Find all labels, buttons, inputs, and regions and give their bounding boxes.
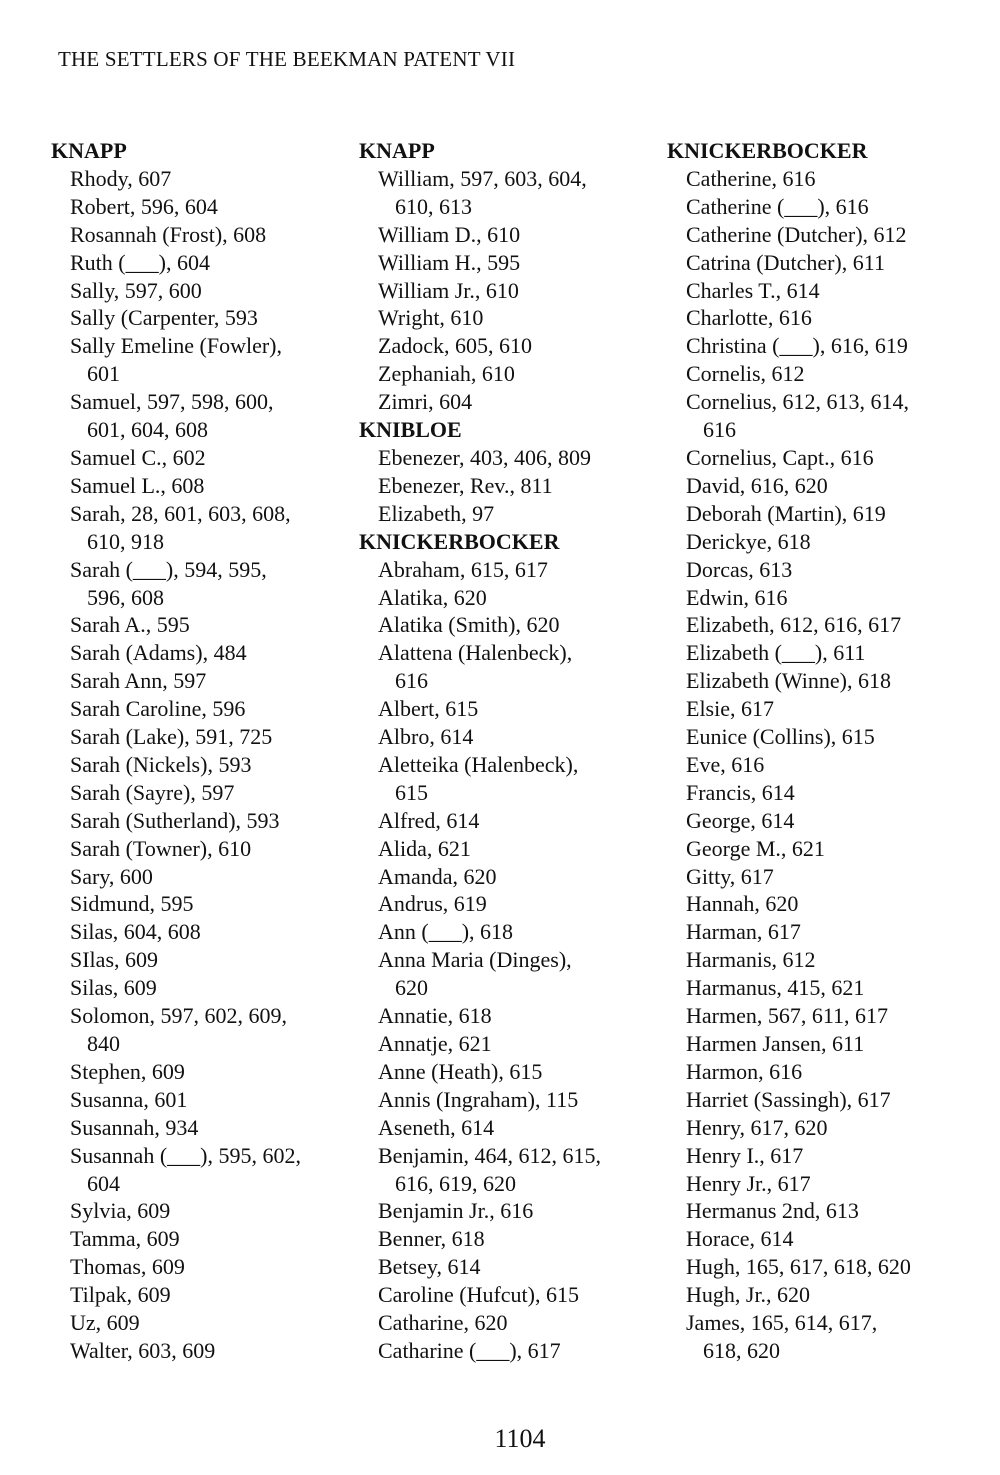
index-entry: Tamma, 609 bbox=[70, 1226, 180, 1252]
index-entry: Sarah (Sutherland), 593 bbox=[70, 807, 280, 833]
index-entry: Andrus, 619 bbox=[378, 891, 487, 917]
index-entry: Sarah (Adams), 484 bbox=[70, 640, 247, 666]
page-number: 1104 bbox=[494, 1424, 546, 1453]
index-entry-continuation: 601 bbox=[87, 361, 120, 387]
index-entry: Sarah (Lake), 591, 725 bbox=[70, 724, 273, 750]
index-entry: Silas, 609 bbox=[70, 975, 157, 1001]
index-entry: Henry, 617, 620 bbox=[686, 1114, 828, 1140]
index-entry: Derickye, 618 bbox=[686, 528, 811, 554]
index-entry: Susannah (___), 595, 602, bbox=[70, 1142, 301, 1168]
index-entry: Samuel L., 608 bbox=[70, 472, 205, 498]
index-entry: Anna Maria (Dinges), bbox=[378, 947, 572, 973]
index-entry: George, 614 bbox=[686, 807, 795, 833]
index-entry: Betsey, 614 bbox=[378, 1254, 481, 1280]
index-entry: Abraham, 615, 617 bbox=[378, 556, 548, 582]
index-entry: Ebenezer, Rev., 811 bbox=[378, 472, 553, 498]
index-entry: Annis (Ingraham), 115 bbox=[378, 1086, 579, 1112]
index-entry: Henry I., 617 bbox=[686, 1142, 804, 1168]
index-entry: Sarah Caroline, 596 bbox=[70, 696, 246, 722]
index-entry: Sidmund, 595 bbox=[70, 891, 194, 917]
index-entry: Amanda, 620 bbox=[378, 863, 497, 889]
surname-heading: KNAPP bbox=[51, 138, 127, 163]
index-entry-continuation: 618, 620 bbox=[703, 1337, 780, 1363]
index-entry-continuation: 616 bbox=[395, 668, 428, 694]
index-entry: Cornelius, Capt., 616 bbox=[686, 444, 874, 470]
index-entry: Catherine, 616 bbox=[686, 165, 816, 191]
index-entry: Rosannah (Frost), 608 bbox=[70, 221, 267, 247]
index-entry: Sarah Ann, 597 bbox=[70, 668, 207, 694]
index-entry-continuation: 610, 918 bbox=[87, 528, 164, 554]
index-entry: Annatje, 621 bbox=[378, 1031, 492, 1056]
index-entry: Alattena (Halenbeck), bbox=[378, 640, 573, 666]
index-entry: Ruth (___), 604 bbox=[70, 249, 210, 275]
index-entry: Solomon, 597, 602, 609, bbox=[70, 1003, 287, 1029]
index-entry: William D., 610 bbox=[378, 221, 521, 247]
index-entry: Harman, 617 bbox=[686, 919, 801, 945]
running-header: THE SETTLERS OF THE BEEKMAN PATENT VII bbox=[58, 47, 516, 71]
index-entry: Benjamin, 464, 612, 615, bbox=[378, 1142, 602, 1168]
index-entry: Walter, 603, 609 bbox=[70, 1337, 216, 1363]
index-entry: Harmanus, 415, 621 bbox=[686, 975, 865, 1001]
index-entry-continuation: 596, 608 bbox=[87, 584, 164, 610]
index-entry: Harmen, 567, 611, 617 bbox=[686, 1003, 889, 1029]
index-entry: Catherine (___), 616 bbox=[686, 193, 869, 219]
index-entry: Harmanis, 612 bbox=[686, 947, 816, 973]
index-column-1 bbox=[51, 137, 351, 1365]
index-entry: Anne (Heath), 615 bbox=[378, 1058, 543, 1084]
index-column-3 bbox=[667, 137, 967, 1365]
index-entry: Harmen Jansen, 611 bbox=[686, 1031, 865, 1056]
index-entry: Sarah (Towner), 610 bbox=[70, 835, 252, 861]
index-entry: Catharine, 620 bbox=[378, 1310, 508, 1336]
index-column-2 bbox=[359, 137, 659, 1365]
index-entry: Wright, 610 bbox=[378, 305, 484, 331]
index-entry: Alfred, 614 bbox=[378, 807, 480, 833]
index-entry-continuation: 616 bbox=[703, 417, 736, 443]
index-entry: Horace, 614 bbox=[686, 1226, 794, 1252]
surname-heading: KNAPP bbox=[359, 138, 435, 163]
index-entry: Hermanus 2nd, 613 bbox=[686, 1198, 859, 1224]
index-entry: Robert, 596, 604 bbox=[70, 193, 218, 219]
index-entry: Charles T., 614 bbox=[686, 277, 820, 303]
index-entry: Sally (Carpenter, 593 bbox=[70, 305, 258, 331]
index-entry: Harmon, 616 bbox=[686, 1058, 803, 1084]
index-entry: Catharine (___), 617 bbox=[378, 1337, 561, 1363]
index-entry: Hugh, 165, 617, 618, 620 bbox=[686, 1254, 911, 1280]
index-entry: William H., 595 bbox=[378, 249, 521, 275]
index-entry: Elizabeth (Winne), 618 bbox=[686, 668, 891, 694]
index-entry: Aletteika (Halenbeck), bbox=[378, 751, 579, 777]
index-entry: Elizabeth, 612, 616, 617 bbox=[686, 612, 902, 638]
index-entry: Sally Emeline (Fowler), bbox=[70, 333, 283, 359]
surname-heading: KNIBLOE bbox=[359, 417, 462, 443]
index-entry-continuation: 840 bbox=[87, 1031, 120, 1056]
index-entry-continuation: 620 bbox=[395, 975, 428, 1001]
index-entry: Sary, 600 bbox=[70, 863, 153, 889]
index-entry-continuation: 604 bbox=[87, 1170, 120, 1196]
index-entry: SIlas, 609 bbox=[70, 947, 158, 973]
index-entry: Sarah (Nickels), 593 bbox=[70, 751, 252, 777]
index-entry: Benner, 618 bbox=[378, 1226, 485, 1252]
index-entry: Stephen, 609 bbox=[70, 1058, 185, 1084]
index-entry: William, 597, 603, 604, bbox=[378, 165, 587, 191]
index-entry: Alida, 621 bbox=[378, 835, 471, 861]
index-entry: Sarah A., 595 bbox=[70, 612, 190, 638]
index-entry: Elizabeth (___), 611 bbox=[686, 640, 866, 666]
index-entry: Francis, 614 bbox=[686, 779, 795, 805]
index-entry: Deborah (Martin), 619 bbox=[686, 500, 886, 526]
index-entry: Samuel C., 602 bbox=[70, 444, 206, 470]
index-entry: Harriet (Sassingh), 617 bbox=[686, 1086, 891, 1112]
index-entry: Catrina (Dutcher), 611 bbox=[686, 249, 885, 275]
index-entry: Zadock, 605, 610 bbox=[378, 333, 532, 359]
index-entry: Cornelis, 612 bbox=[686, 361, 805, 387]
index-entry: Tilpak, 609 bbox=[70, 1282, 171, 1308]
index-entry: Albert, 615 bbox=[378, 696, 479, 722]
index-entry: Zimri, 604 bbox=[378, 389, 473, 415]
index-entry: Thomas, 609 bbox=[70, 1254, 185, 1280]
index-entry: Sarah, 28, 601, 603, 608, bbox=[70, 500, 291, 526]
index-entry: Sylvia, 609 bbox=[70, 1198, 171, 1224]
index-entry: Hugh, Jr., 620 bbox=[686, 1282, 811, 1308]
index-entry: Eunice (Collins), 615 bbox=[686, 724, 875, 750]
index-entry: Gitty, 617 bbox=[686, 863, 774, 889]
index-entry: Elsie, 617 bbox=[686, 696, 774, 722]
index-entry: David, 616, 620 bbox=[686, 472, 828, 498]
index-entry: Albro, 614 bbox=[378, 724, 474, 750]
index-entry: Silas, 604, 608 bbox=[70, 919, 201, 945]
index-entry: George M., 621 bbox=[686, 835, 825, 861]
index-entry-continuation: 601, 604, 608 bbox=[87, 417, 208, 443]
index-entry-continuation: 615 bbox=[395, 779, 428, 805]
index-entry: Hannah, 620 bbox=[686, 891, 799, 917]
index-entry-continuation: 616, 619, 620 bbox=[395, 1170, 516, 1196]
index-entry: Samuel, 597, 598, 600, bbox=[70, 389, 274, 415]
index-entry: Rhody, 607 bbox=[70, 165, 172, 191]
index-entry: Ebenezer, 403, 406, 809 bbox=[378, 444, 591, 470]
index-entry-continuation: 610, 613 bbox=[395, 193, 472, 219]
surname-heading: KNICKERBOCKER bbox=[667, 138, 868, 163]
index-entry: Edwin, 616 bbox=[686, 584, 788, 610]
index-entry: Sarah (___), 594, 595, bbox=[70, 556, 267, 582]
index-entry: James, 165, 614, 617, bbox=[686, 1310, 878, 1336]
index-entry: Benjamin Jr., 616 bbox=[378, 1198, 534, 1224]
index-entry: Susanna, 601 bbox=[70, 1086, 188, 1112]
index-entry: Annatie, 618 bbox=[378, 1003, 492, 1029]
index-entry: Aseneth, 614 bbox=[378, 1114, 495, 1140]
index-entry: Charlotte, 616 bbox=[686, 305, 812, 331]
index-entry: Cornelius, 612, 613, 614, bbox=[686, 389, 910, 415]
index-entry: Sally, 597, 600 bbox=[70, 277, 202, 303]
index-entry: Sarah (Sayre), 597 bbox=[70, 779, 235, 805]
index-entry: Alatika (Smith), 620 bbox=[378, 612, 560, 638]
index-entry: Elizabeth, 97 bbox=[378, 500, 495, 526]
surname-heading: KNICKERBOCKER bbox=[359, 528, 560, 554]
index-entry: Dorcas, 613 bbox=[686, 556, 793, 582]
index-entry: Zephaniah, 610 bbox=[378, 361, 515, 387]
index-entry: Caroline (Hufcut), 615 bbox=[378, 1282, 579, 1308]
index-entry: Henry Jr., 617 bbox=[686, 1170, 811, 1196]
index-entry: Catherine (Dutcher), 612 bbox=[686, 221, 907, 247]
index-entry: Christina (___), 616, 619 bbox=[686, 333, 908, 359]
index-entry: William Jr., 610 bbox=[378, 277, 519, 303]
index-entry: Uz, 609 bbox=[70, 1310, 140, 1336]
index-entry: Alatika, 620 bbox=[378, 584, 487, 610]
index-entry: Eve, 616 bbox=[686, 751, 765, 777]
index-entry: Susannah, 934 bbox=[70, 1114, 199, 1140]
index-entry: Ann (___), 618 bbox=[378, 919, 514, 945]
